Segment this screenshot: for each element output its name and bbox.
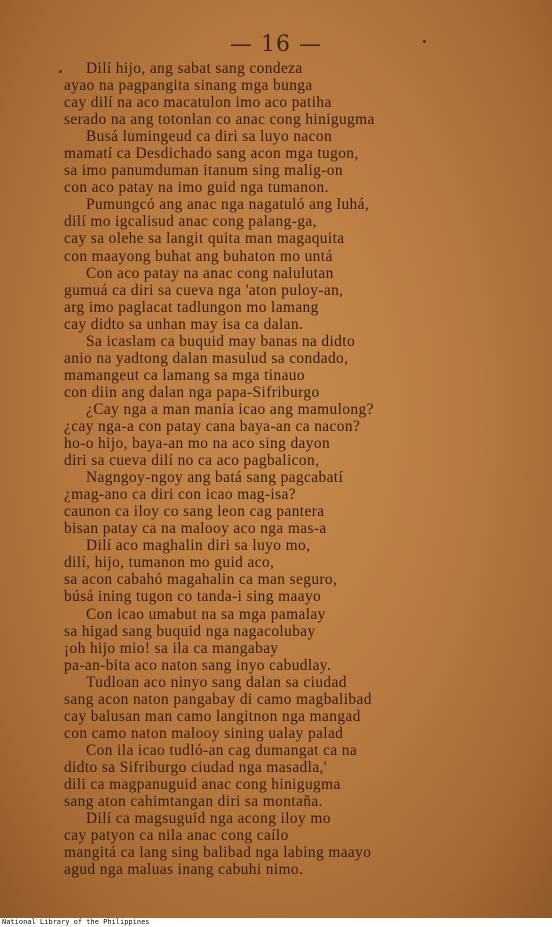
ink-speck: [59, 70, 62, 73]
text-line: Pumungcó ang anac nga nagatuló ang luhá,: [86, 196, 370, 214]
text-line: con camo naton malooy sining ualay palad: [64, 724, 344, 742]
text-line: arg imo paglacat tadlungon mo lamang: [64, 298, 319, 316]
text-line: cay patyon ca nila anac cong caílo: [64, 827, 289, 845]
text-line: dili ca magpanuguid anac cong hinigugma: [64, 775, 341, 793]
text-line: Nagngoy-ngoy ang batá sang pagcabatí: [86, 469, 344, 487]
text-line: sang aton cahimtangan diri sa montaña.: [64, 793, 323, 811]
text-line: con diin ang dalan nga papa-Sifriburgo: [64, 383, 320, 401]
text-line: cay sa olehe sa langit quita man magaquita: [64, 230, 345, 248]
poem-text: [64, 60, 504, 878]
text-line: con maayong buhat ang buhaton mo untá: [64, 247, 333, 265]
text-line: búsá ining tugon co tanda-i sing maayo: [64, 588, 322, 606]
text-line: mamatí ca Desdichado sang acon mga tugon,: [64, 145, 359, 163]
text-line: Dilí aco maghalin diri sa luyo mo,: [86, 537, 311, 555]
text-line: agud nga maluas inang cabuhi nimo.: [64, 861, 304, 879]
text-line: sa imo panumduman itanum sing malig-on: [64, 162, 343, 180]
text-line: bisan patay ca na malooy aco nga mas-a: [64, 520, 327, 538]
library-credit: National Library of the Philippines: [2, 918, 150, 926]
text-line: Busá lumingeud ca diri sa luyo nacon: [86, 128, 333, 146]
text-line: serado na ang totonlan co anac cong hinigugma: [64, 111, 375, 129]
text-line: Tudloan aco ninyo sang dalan sa ciudad: [86, 673, 347, 691]
text-line: cay didto sa unhan may isa ca dalan.: [64, 315, 304, 333]
text-line: dilí mo igcalisud anac cong palang-ga,: [64, 213, 317, 231]
text-line: ayao na pagpangita sinang mga bunga: [64, 77, 313, 95]
text-line: ¿cay nga-a con patay cana baya-an ca nacon?: [64, 417, 361, 435]
page-number: — 16 —: [230, 32, 322, 57]
text-line: dilí, hijo, tumanon mo guid aco,: [64, 554, 275, 572]
text-line: Dilí hijo, ang sabat sang condeza: [86, 60, 303, 77]
text-line: cay balusan man camo langitnon nga mangad: [64, 707, 361, 725]
text-line: Con icao umabut na sa mga pamalay: [86, 605, 326, 623]
text-line: diri sa cueva dilí no ca aco pagbalicon,: [64, 452, 320, 470]
text-line: ho-o hijo, baya-an mo na aco sing dayon: [64, 435, 331, 453]
text-line: Con ila icao tudló-an cag dumangat ca na: [86, 741, 358, 759]
text-line: mamangeut ca lamang sa mga tinauo: [64, 366, 305, 384]
text-line: Sa icaslam ca buquid may banas na didto: [86, 332, 356, 350]
text-line: Con aco patay na anac cong nalulutan: [86, 264, 334, 282]
text-line: sang acon naton pangabay di camo magbalibad: [64, 690, 372, 708]
text-line: gumuá ca diri sa cueva nga 'aton puloy-an,: [64, 281, 344, 299]
text-line: cay dilí na aco macatulon imo aco patiha: [64, 94, 332, 112]
text-line: mangitá ca lang sing balibad nga labing maayo: [64, 844, 372, 862]
text-line: anio na yadtong dalan masulud sa condado,: [64, 349, 349, 367]
text-line: caunon ca iloy co sang leon cag pantera: [64, 503, 325, 521]
text-line: ¿mag-ano ca diri con icao mag-isa?: [64, 486, 296, 504]
text-line: sa acon cabahó magahalin ca man seguro,: [64, 571, 338, 589]
text-line: ¿Cay nga a man mania icao ang mamulong?: [86, 400, 374, 418]
text-line: pa-an-bita aco naton sang inyo cabudlay.: [64, 656, 332, 674]
ink-speck: [423, 40, 426, 43]
text-line: con aco patay na imo guid nga tumanon.: [64, 179, 329, 197]
text-line: Dilí ca magsuguid nga acong iloy mo: [86, 810, 331, 828]
text-line: sa higad sang buquid nga nagacolubay: [64, 622, 316, 640]
text-line: didto sa Sifriburgo ciudad nga masadla,': [64, 758, 327, 776]
text-line: ¡oh hijo mio! sa ila ca mangabay: [64, 639, 279, 657]
